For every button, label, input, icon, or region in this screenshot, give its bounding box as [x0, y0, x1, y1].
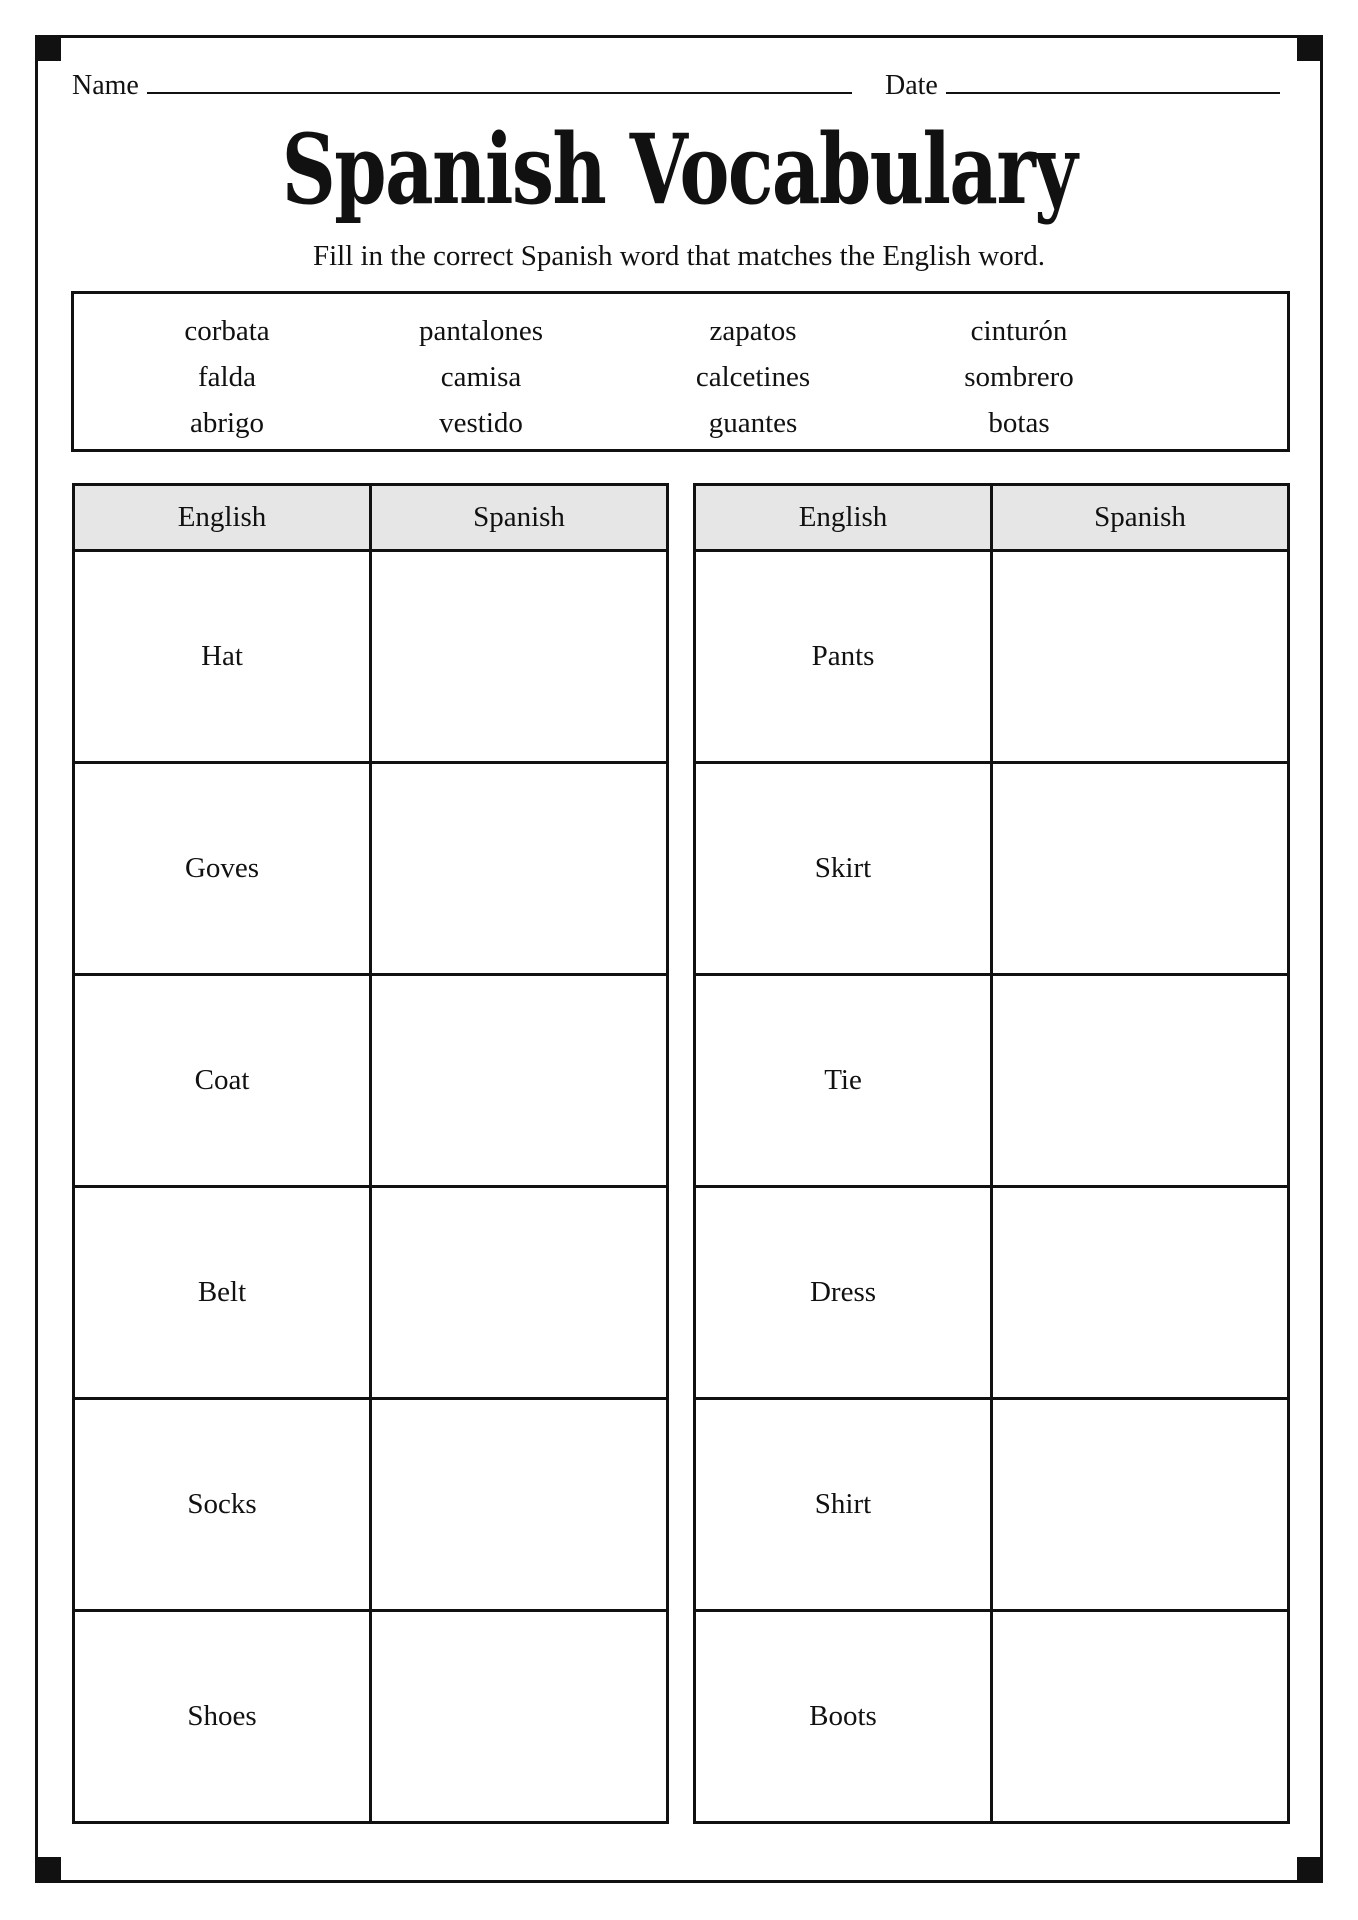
table-row	[74, 1399, 668, 1611]
english-word-cell: Boots	[695, 1611, 992, 1823]
corner-mark-top-left	[35, 35, 61, 61]
spanish-answer-cell[interactable]	[371, 1187, 668, 1399]
word-bank-item: abrigo	[189, 407, 265, 439]
page-title: Spanish Vocabulary	[281, 113, 1077, 226]
corner-mark-bottom-left	[35, 1857, 61, 1883]
english-word-cell: Skirt	[695, 763, 992, 975]
english-word-cell: Pants	[695, 551, 992, 763]
corner-mark-bottom-right	[1297, 1857, 1323, 1883]
table-header-row	[695, 485, 1289, 551]
column-header-spanish: Spanish	[992, 485, 1289, 551]
english-word-cell: Belt	[74, 1187, 371, 1399]
column-header-english: English	[695, 485, 992, 551]
english-word-cell: Shirt	[695, 1399, 992, 1611]
english-word-cell: Socks	[74, 1399, 371, 1611]
word-bank-item: botas	[988, 407, 1050, 439]
word-bank-item: vestido	[439, 407, 523, 439]
spanish-answer-cell[interactable]	[371, 975, 668, 1187]
word-bank-item: guantes	[708, 407, 798, 439]
name-input-line[interactable]	[147, 62, 852, 94]
word-bank-item: zapatos	[709, 315, 797, 347]
table-row	[695, 551, 1289, 763]
table-row	[74, 975, 668, 1187]
table-row	[74, 763, 668, 975]
table-row	[695, 763, 1289, 975]
corner-mark-top-right	[1297, 35, 1323, 61]
word-bank-item: corbata	[184, 315, 270, 347]
word-bank-item: falda	[198, 361, 256, 393]
english-word-cell: Dress	[695, 1187, 992, 1399]
english-word-cell: Coat	[74, 975, 371, 1187]
date-input-line[interactable]	[946, 62, 1280, 94]
word-bank-item: sombrero	[964, 361, 1074, 393]
table-row	[695, 1399, 1289, 1611]
spanish-answer-cell[interactable]	[992, 551, 1289, 763]
date-label: Date	[885, 70, 938, 101]
name-label: Name	[72, 70, 139, 101]
name-field	[72, 62, 852, 106]
table-row	[74, 1187, 668, 1399]
spanish-answer-cell[interactable]	[371, 763, 668, 975]
spanish-answer-cell[interactable]	[371, 1399, 668, 1611]
spanish-answer-cell[interactable]	[992, 1611, 1289, 1823]
word-bank-item: cinturón	[970, 315, 1068, 347]
word-bank-item: pantalones	[418, 315, 543, 347]
instructions: Fill in the correct Spanish word that matches the English word.	[312, 240, 1046, 272]
table-header-row	[74, 485, 668, 551]
word-bank-item: calcetines	[695, 361, 811, 393]
word-bank	[71, 291, 1290, 452]
table-row	[695, 975, 1289, 1187]
table-row	[695, 1611, 1289, 1823]
spanish-answer-cell[interactable]	[992, 1399, 1289, 1611]
spanish-answer-cell[interactable]	[992, 975, 1289, 1187]
english-word-cell: Tie	[695, 975, 992, 1187]
date-field	[885, 62, 1280, 106]
spanish-answer-cell[interactable]	[371, 1611, 668, 1823]
vocab-table-left	[72, 483, 669, 1824]
spanish-answer-cell[interactable]	[371, 551, 668, 763]
column-header-spanish: Spanish	[371, 485, 668, 551]
table-row	[695, 1187, 1289, 1399]
column-header-english: English	[74, 485, 371, 551]
spanish-answer-cell[interactable]	[992, 763, 1289, 975]
english-word-cell: Goves	[74, 763, 371, 975]
english-word-cell: Shoes	[74, 1611, 371, 1823]
spanish-answer-cell[interactable]	[992, 1187, 1289, 1399]
table-row	[74, 551, 668, 763]
word-bank-item: camisa	[440, 361, 522, 393]
vocab-table-right	[693, 483, 1290, 1824]
table-row	[74, 1611, 668, 1823]
english-word-cell: Hat	[74, 551, 371, 763]
